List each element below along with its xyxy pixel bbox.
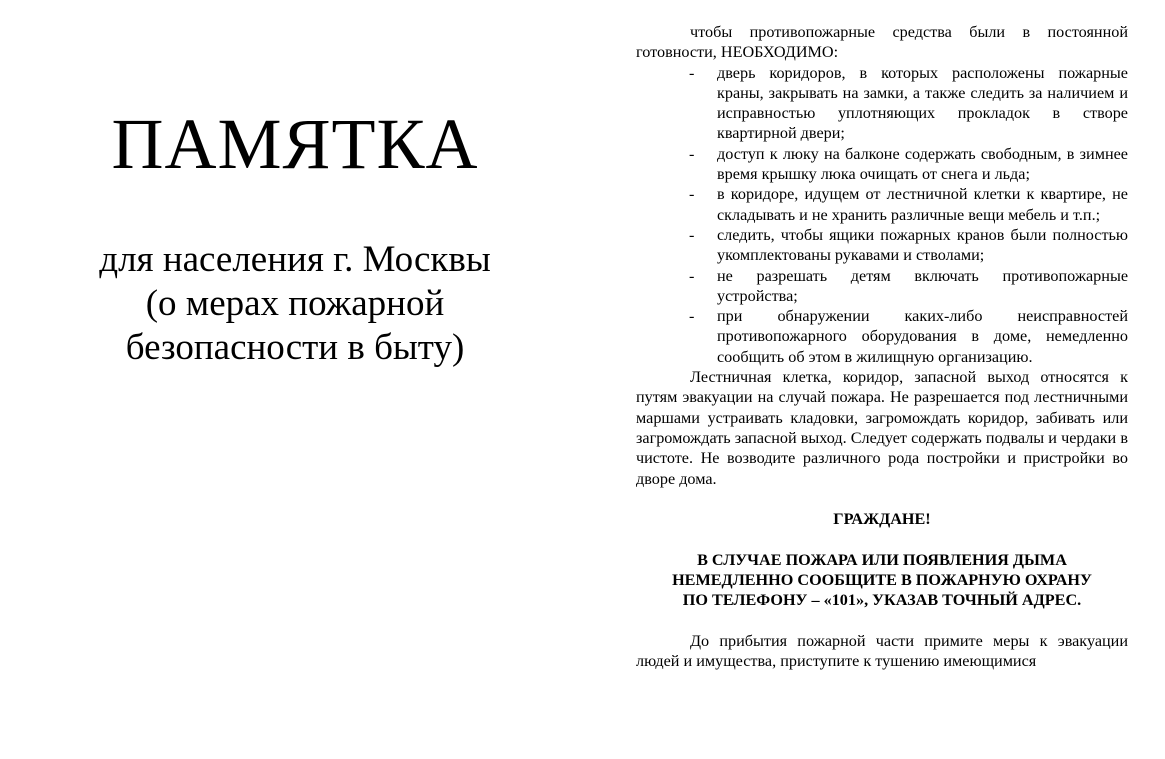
right-page — [636, 22, 1128, 672]
list-item-text: в коридоре, идущем от лестничной клетки к квартире, не складывать и не хранить различные вещи мебель и т.п.; — [717, 185, 1128, 224]
final-paragraph: До прибытия пожарной части примите меры к эвакуации людей и имущества, приступите к тушению имеющимися — [636, 631, 1128, 671]
list-item-text: доступ к люку на балконе содержать свободным, в зимнее время крышку люка очищать от снега и льда; — [717, 144, 1128, 184]
subtitle-line: для населения г. Москвы — [99, 239, 491, 280]
page-subtitle — [0, 238, 590, 370]
list-item-text: следить, чтобы ящики пожарных кранов были полностью укомплектованы рукавами и стволами; — [717, 225, 1128, 265]
alert-line: ПО ТЕЛЕФОНУ – «101», УКАЗАВ ТОЧНЫЙ АДРЕС. — [682, 591, 1082, 610]
list-item — [636, 63, 1128, 144]
list-item — [636, 266, 1128, 307]
spacer — [636, 489, 1128, 509]
evacuation-paragraph: Лестничная клетка, коридор, запасной выход относятся к путям эвакуации на случай пожара. Не разрешается под лестничными маршами устраивать кладовки, загромождать коридор, забивать или загромождать запасной выход. Следует содержать подвалы и чердаки в чистоте. Не возводите различного рода постройки и пристройки во дворе дома. — [636, 368, 1128, 488]
list-item — [636, 306, 1128, 367]
list-item-text: дверь коридоров, в которых расположены пожарные краны, закрывать на замки, а также следить за наличием и исправностью уплотняющих прокладок в створе квартирной двери; — [717, 63, 1128, 143]
list-item-text: при обнаружении каких-либо неисправностей противопожарного оборудования в доме, немедленно сообщить об этом в жилищную организацию. — [717, 307, 1128, 366]
list-dash: - — [689, 144, 695, 163]
alert-line: НЕМЕДЛЕННО СООБЩИТЕ В ПОЖАРНУЮ ОХРАНУ — [672, 571, 1092, 590]
fire-alert-block — [636, 550, 1128, 611]
page-title: ПАМЯТКА — [111, 104, 479, 184]
list-item — [636, 184, 1128, 225]
list-item — [636, 225, 1128, 266]
alert-line: В СЛУЧАЕ ПОЖАРА ИЛИ ПОЯВЛЕНИЯ ДЫМА — [697, 550, 1067, 569]
spacer — [636, 611, 1128, 631]
list-dash: - — [689, 63, 695, 82]
list-dash: - — [689, 307, 695, 326]
list-dash: - — [689, 185, 695, 204]
list-dash: - — [689, 225, 695, 244]
requirements-list — [636, 63, 1128, 367]
list-item-text: не разрешать детям включать противопожарные устройства; — [717, 266, 1128, 305]
list-item — [636, 144, 1128, 185]
spacer — [636, 529, 1128, 549]
list-dash: - — [689, 266, 695, 285]
citizens-heading: ГРАЖДАНЕ! — [833, 510, 931, 529]
subtitle-line: (о мерах пожарной — [145, 283, 445, 324]
intro-paragraph: чтобы противопожарные средства были в постоянной готовности, НЕОБХОДИМО: — [636, 23, 1128, 62]
subtitle-line: безопасности в быту) — [125, 327, 465, 368]
